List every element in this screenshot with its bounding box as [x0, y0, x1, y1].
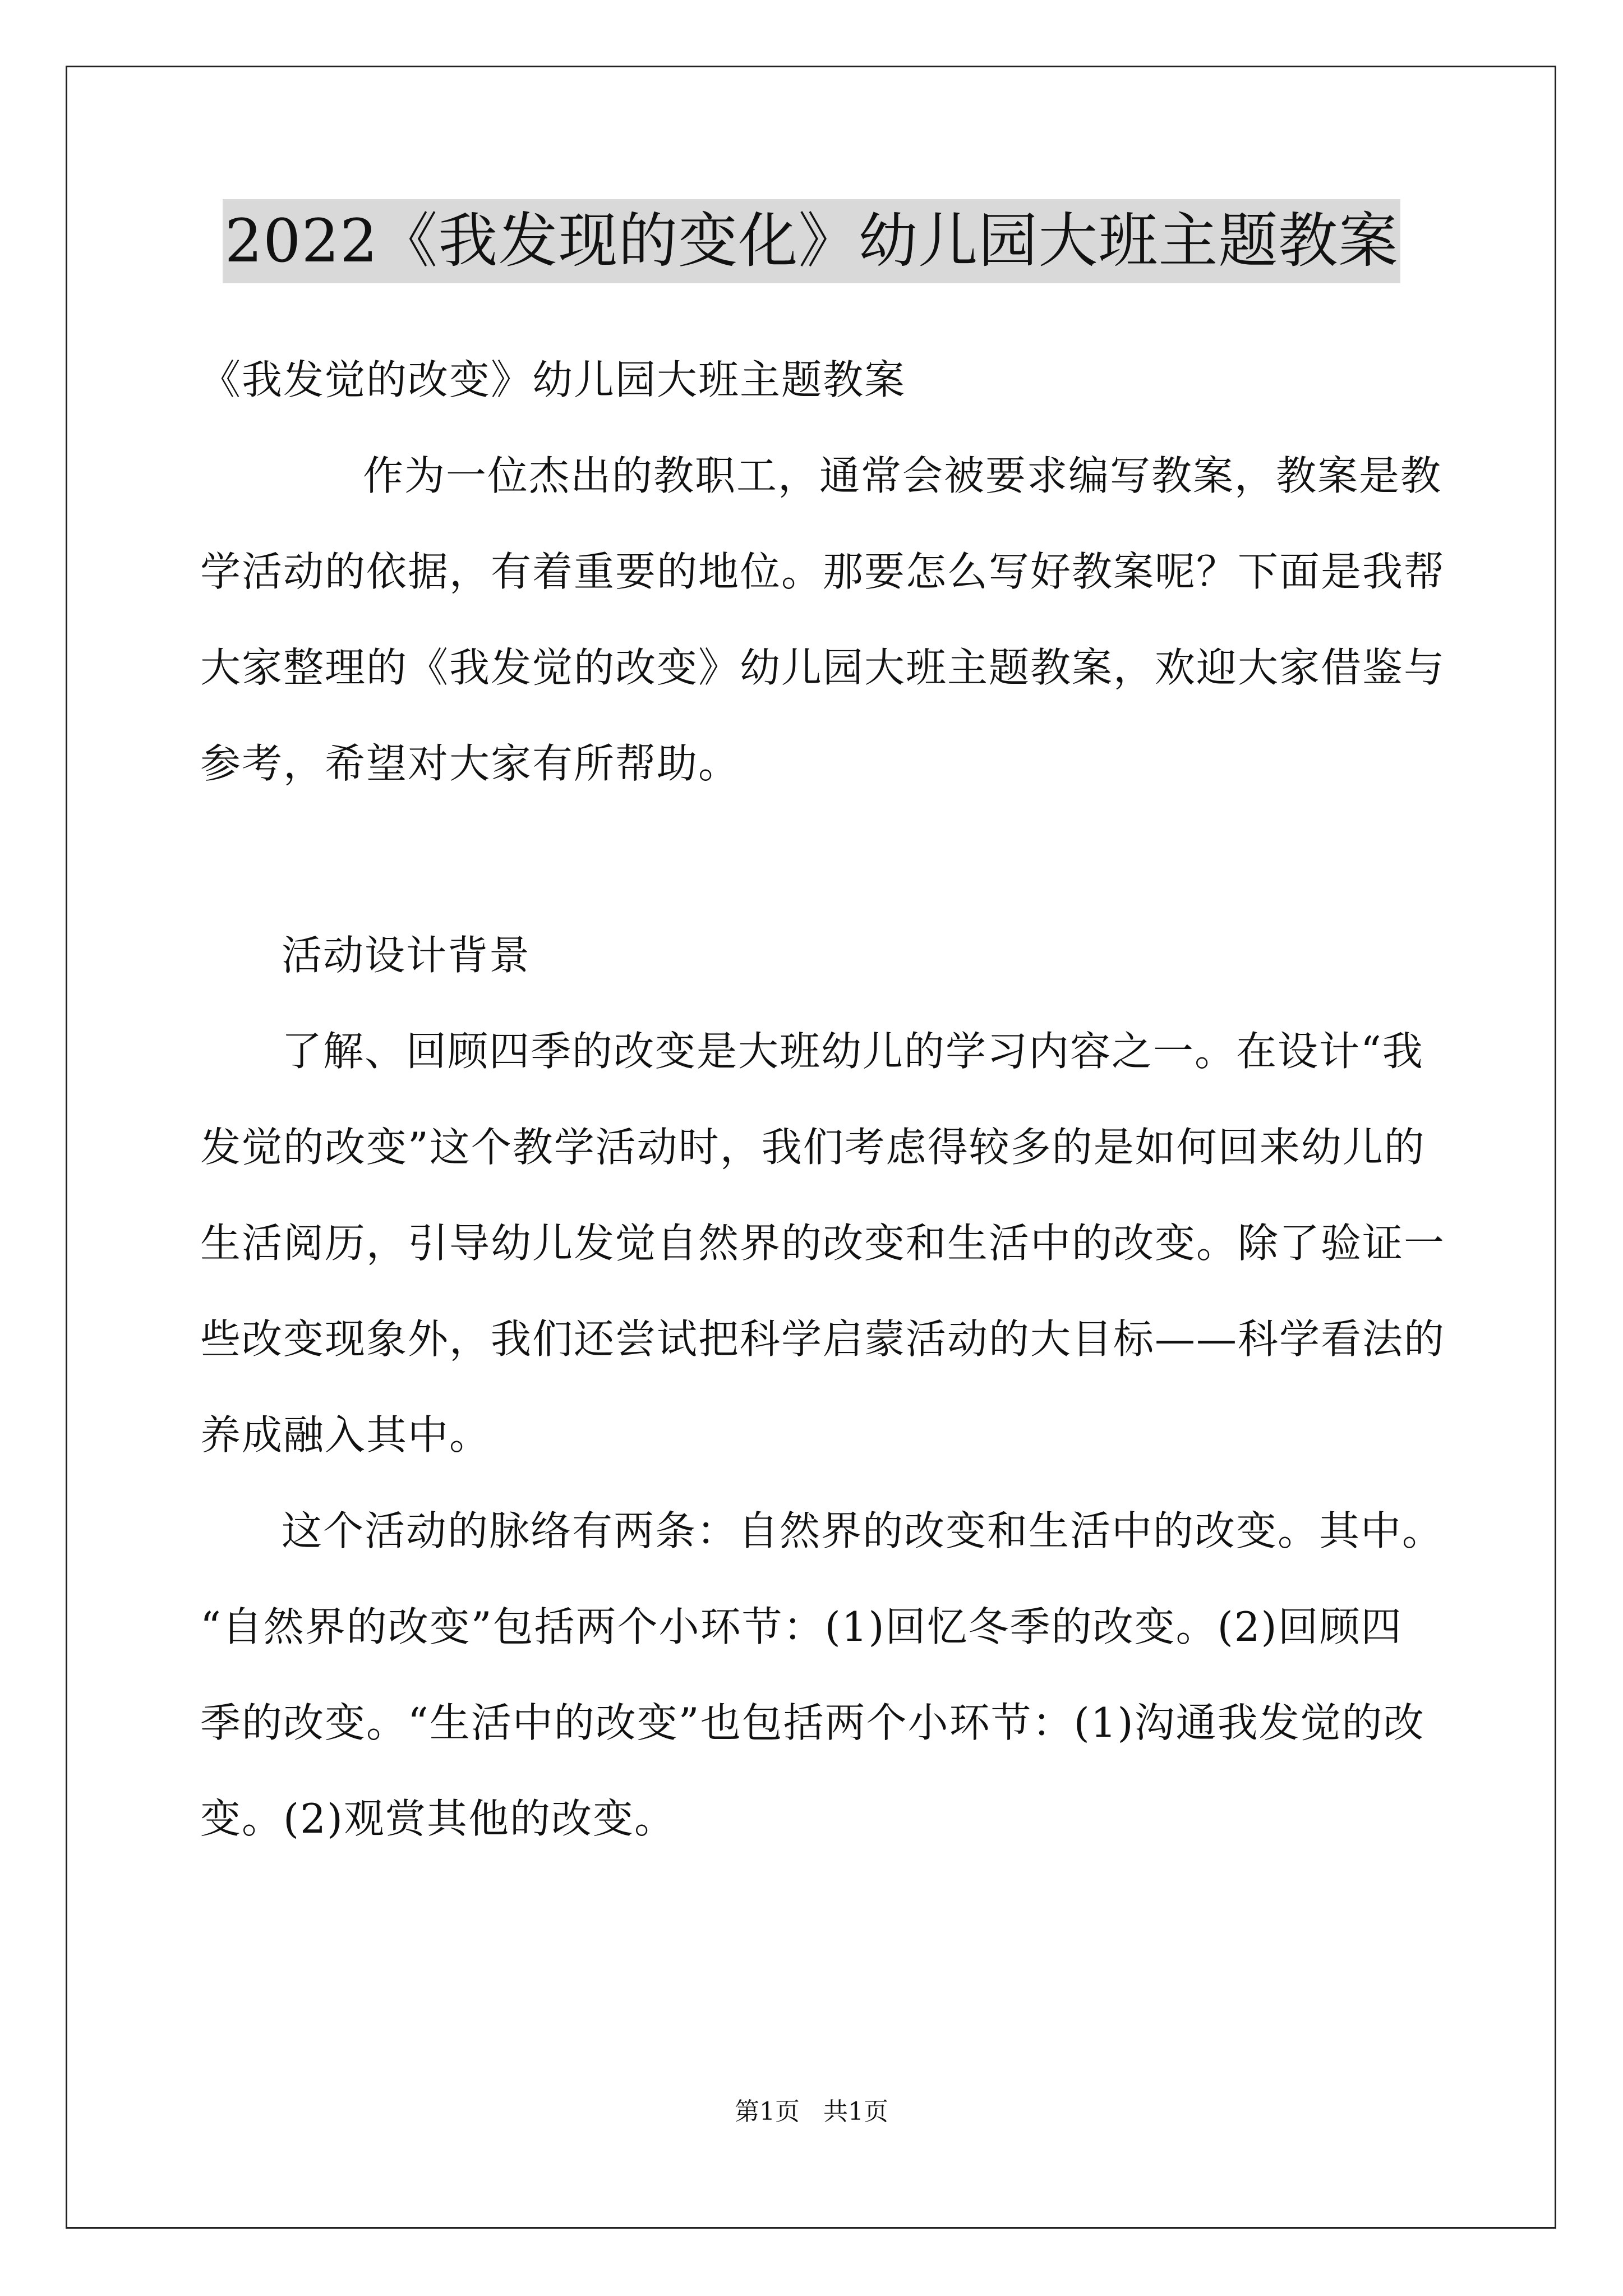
page-footer: 第1页 共1页 — [735, 2097, 888, 2126]
blank-line — [200, 823, 1434, 919]
title-area — [0, 199, 1623, 283]
paragraph-line: 发觉的改变”这个教学活动时，我们考虑得较多的是如何回来幼儿的 — [200, 1124, 1426, 1171]
paragraph-line: 生活阅历，引导幼儿发觉自然界的改变和生活中的改变。除了验证一 — [200, 1220, 1446, 1267]
intro-line: 学活动的依据，有着重要的地位。那要怎么写好教案呢？下面是我帮 — [200, 548, 1446, 595]
paragraph-line: “自然界的改变”包括两个小环节：(1)回忆冬季的改变。(2)回顾四 — [200, 1603, 1403, 1650]
paragraph-line: 变。(2)观赏其他的改变。 — [200, 1795, 676, 1842]
document-body — [200, 343, 1446, 1878]
paragraph-line: 养成融入其中。 — [200, 1411, 491, 1458]
intro-line: 参考，希望对大家有所帮助。 — [200, 740, 740, 787]
section-heading: 活动设计背景 — [282, 932, 531, 979]
document-title: 2022《我发现的变化》幼儿园大班主题教案 — [223, 199, 1401, 283]
paragraph-line: 季的改变。“生活中的改变”也包括两个小环节：(1)沟通我发觉的改 — [200, 1699, 1425, 1746]
intro-line: 大家整理的《我发觉的改变》幼儿园大班主题教案，欢迎大家借鉴与 — [200, 644, 1446, 691]
document-subtitle: 《我发觉的改变》幼儿园大班主题教案 — [200, 356, 906, 403]
paragraph-line: 了解、回顾四季的改变是大班幼儿的学习内容之一。在设计“我 — [282, 1028, 1424, 1075]
paragraph-line: 些改变现象外，我们还尝试把科学启蒙活动的大目标——科学看法的 — [200, 1315, 1446, 1363]
intro-line: 作为一位杰出的教职工，通常会被要求编写教案，教案是教 — [363, 452, 1442, 499]
paragraph-line: 这个活动的脉络有两条：自然界的改变和生活中的改变。其中。 — [282, 1507, 1444, 1554]
